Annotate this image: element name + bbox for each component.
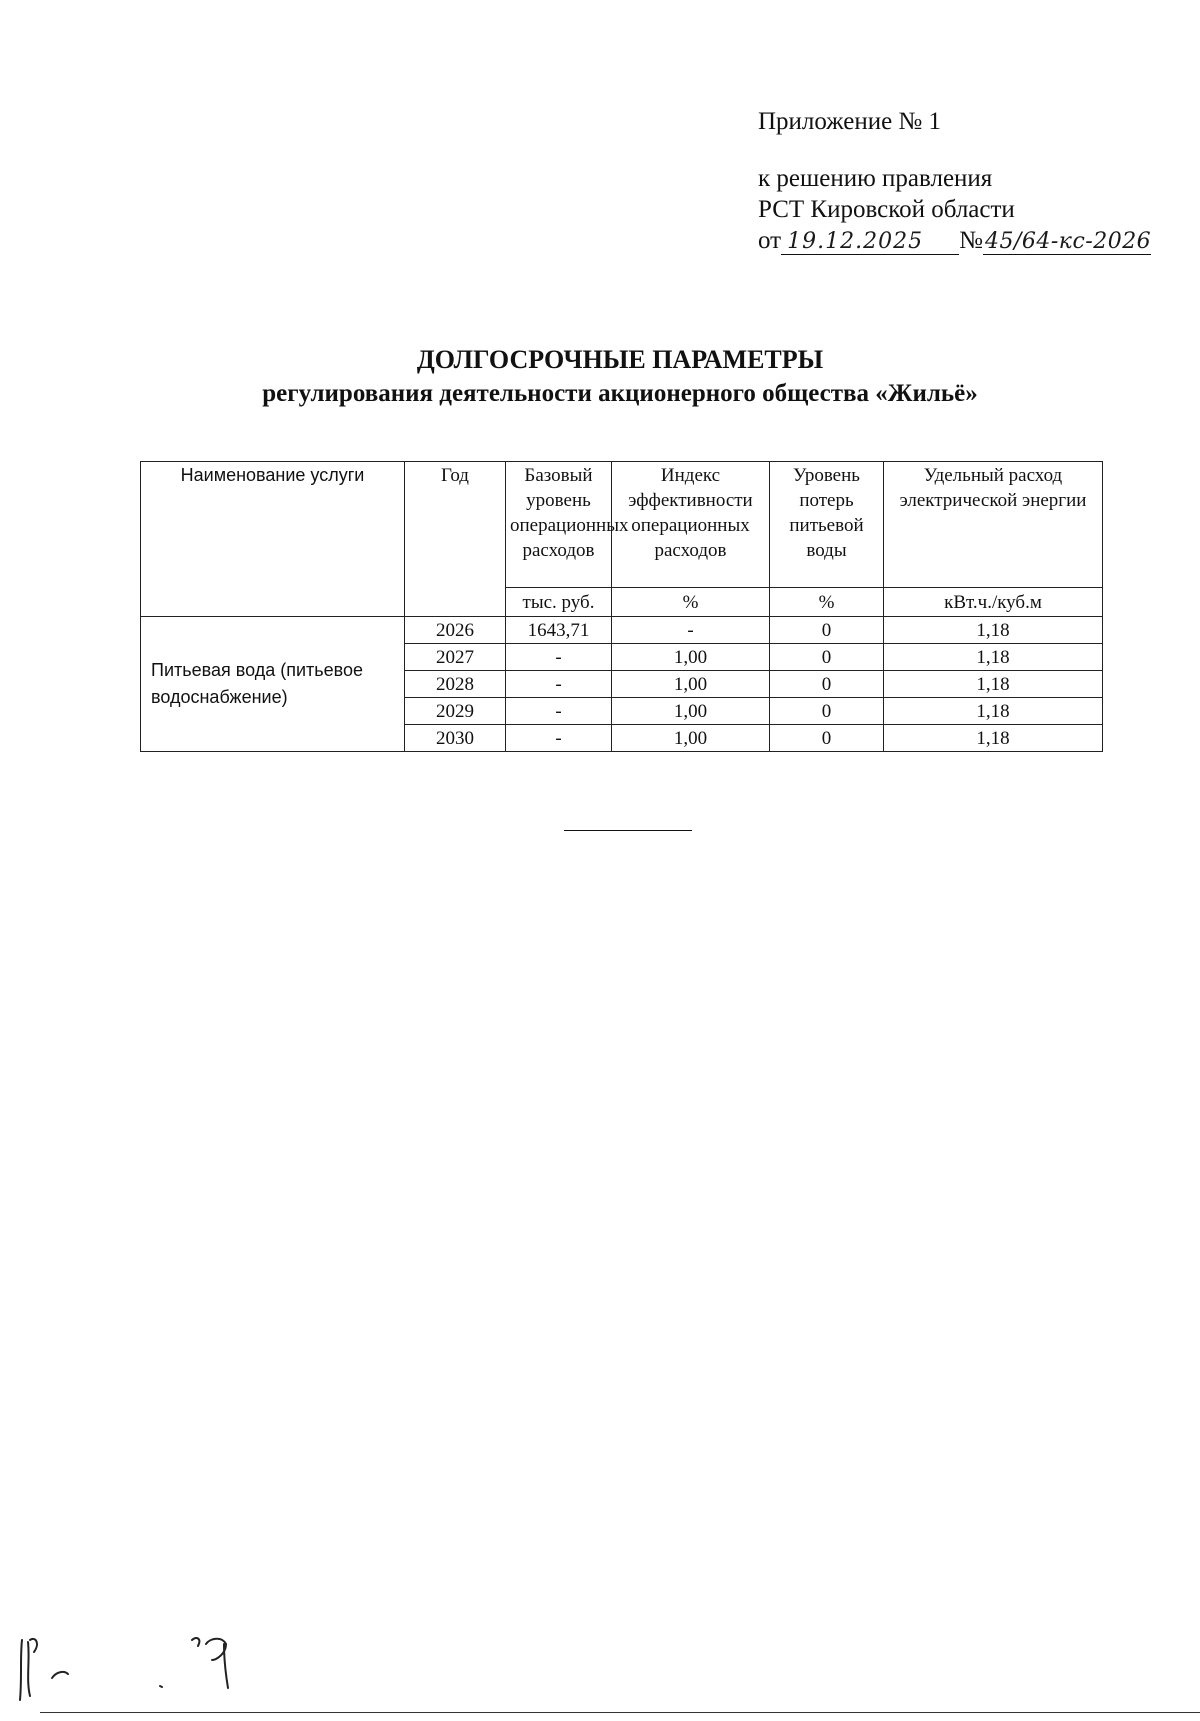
cell-base-opex: - xyxy=(506,725,612,752)
cell-efficiency-index: - xyxy=(612,617,770,644)
cell-efficiency-index: 1,00 xyxy=(612,698,770,725)
header-efficiency-index: Индекс эффективности операционных расходов xyxy=(612,462,770,588)
handwritten-initials-signature xyxy=(0,1600,300,1710)
cell-year: 2028 xyxy=(405,671,506,698)
appendix-line-2: РСТ Кировской области xyxy=(758,196,1015,223)
appendix-block xyxy=(758,106,1151,256)
decision-date: 19.12.2025 xyxy=(781,230,959,255)
unit-energy-consumption: кВт.ч./куб.м xyxy=(884,588,1103,617)
header-water-losses: Уровень потерь питьевой воды xyxy=(770,462,884,588)
parameters-table xyxy=(140,461,1103,752)
bottom-rule xyxy=(40,1712,1200,1713)
document-subtitle: регулирования деятельности акционерного общества «Жильё» xyxy=(262,380,978,407)
cell-water-losses: 0 xyxy=(770,671,884,698)
cell-efficiency-index: 1,00 xyxy=(612,644,770,671)
document-title: ДОЛГОСРОЧНЫЕ ПАРАМЕТРЫ xyxy=(416,345,824,374)
table-row xyxy=(141,617,1103,644)
cell-base-opex: - xyxy=(506,698,612,725)
cell-base-opex: - xyxy=(506,671,612,698)
cell-year: 2027 xyxy=(405,644,506,671)
cell-water-losses: 0 xyxy=(770,698,884,725)
appendix-date-line xyxy=(758,225,1151,256)
appendix-line-1: к решению правления xyxy=(758,165,993,192)
cell-water-losses: 0 xyxy=(770,617,884,644)
cell-energy-consumption: 1,18 xyxy=(884,725,1103,752)
closing-separator xyxy=(564,830,692,831)
cell-efficiency-index: 1,00 xyxy=(612,725,770,752)
cell-energy-consumption: 1,18 xyxy=(884,617,1103,644)
cell-water-losses: 0 xyxy=(770,644,884,671)
header-service: Наименование услуги xyxy=(141,462,405,617)
cell-energy-consumption: 1,18 xyxy=(884,671,1103,698)
number-prefix: № xyxy=(959,227,983,254)
cell-water-losses: 0 xyxy=(770,725,884,752)
appendix-title: Приложение № 1 xyxy=(758,108,942,135)
cell-energy-consumption: 1,18 xyxy=(884,698,1103,725)
cell-base-opex: - xyxy=(506,644,612,671)
cell-year: 2030 xyxy=(405,725,506,752)
cell-energy-consumption: 1,18 xyxy=(884,644,1103,671)
cell-year: 2026 xyxy=(405,617,506,644)
header-base-opex: Базовый уровень операционных расходов xyxy=(506,462,612,588)
header-energy-consumption: Удельный расход электрической энергии xyxy=(884,462,1103,588)
cell-year: 2029 xyxy=(405,698,506,725)
decision-number: 45/64-кс-2026 xyxy=(984,229,1152,254)
unit-efficiency-index: % xyxy=(612,588,770,617)
date-prefix: от xyxy=(758,227,782,254)
cell-base-opex: 1643,71 xyxy=(506,617,612,644)
header-year: Год xyxy=(405,462,506,617)
cell-efficiency-index: 1,00 xyxy=(612,671,770,698)
unit-water-losses: % xyxy=(770,588,884,617)
unit-base-opex: тыс. руб. xyxy=(506,588,612,617)
service-name: Питьевая вода (питьевое водоснабжение) xyxy=(141,617,405,752)
